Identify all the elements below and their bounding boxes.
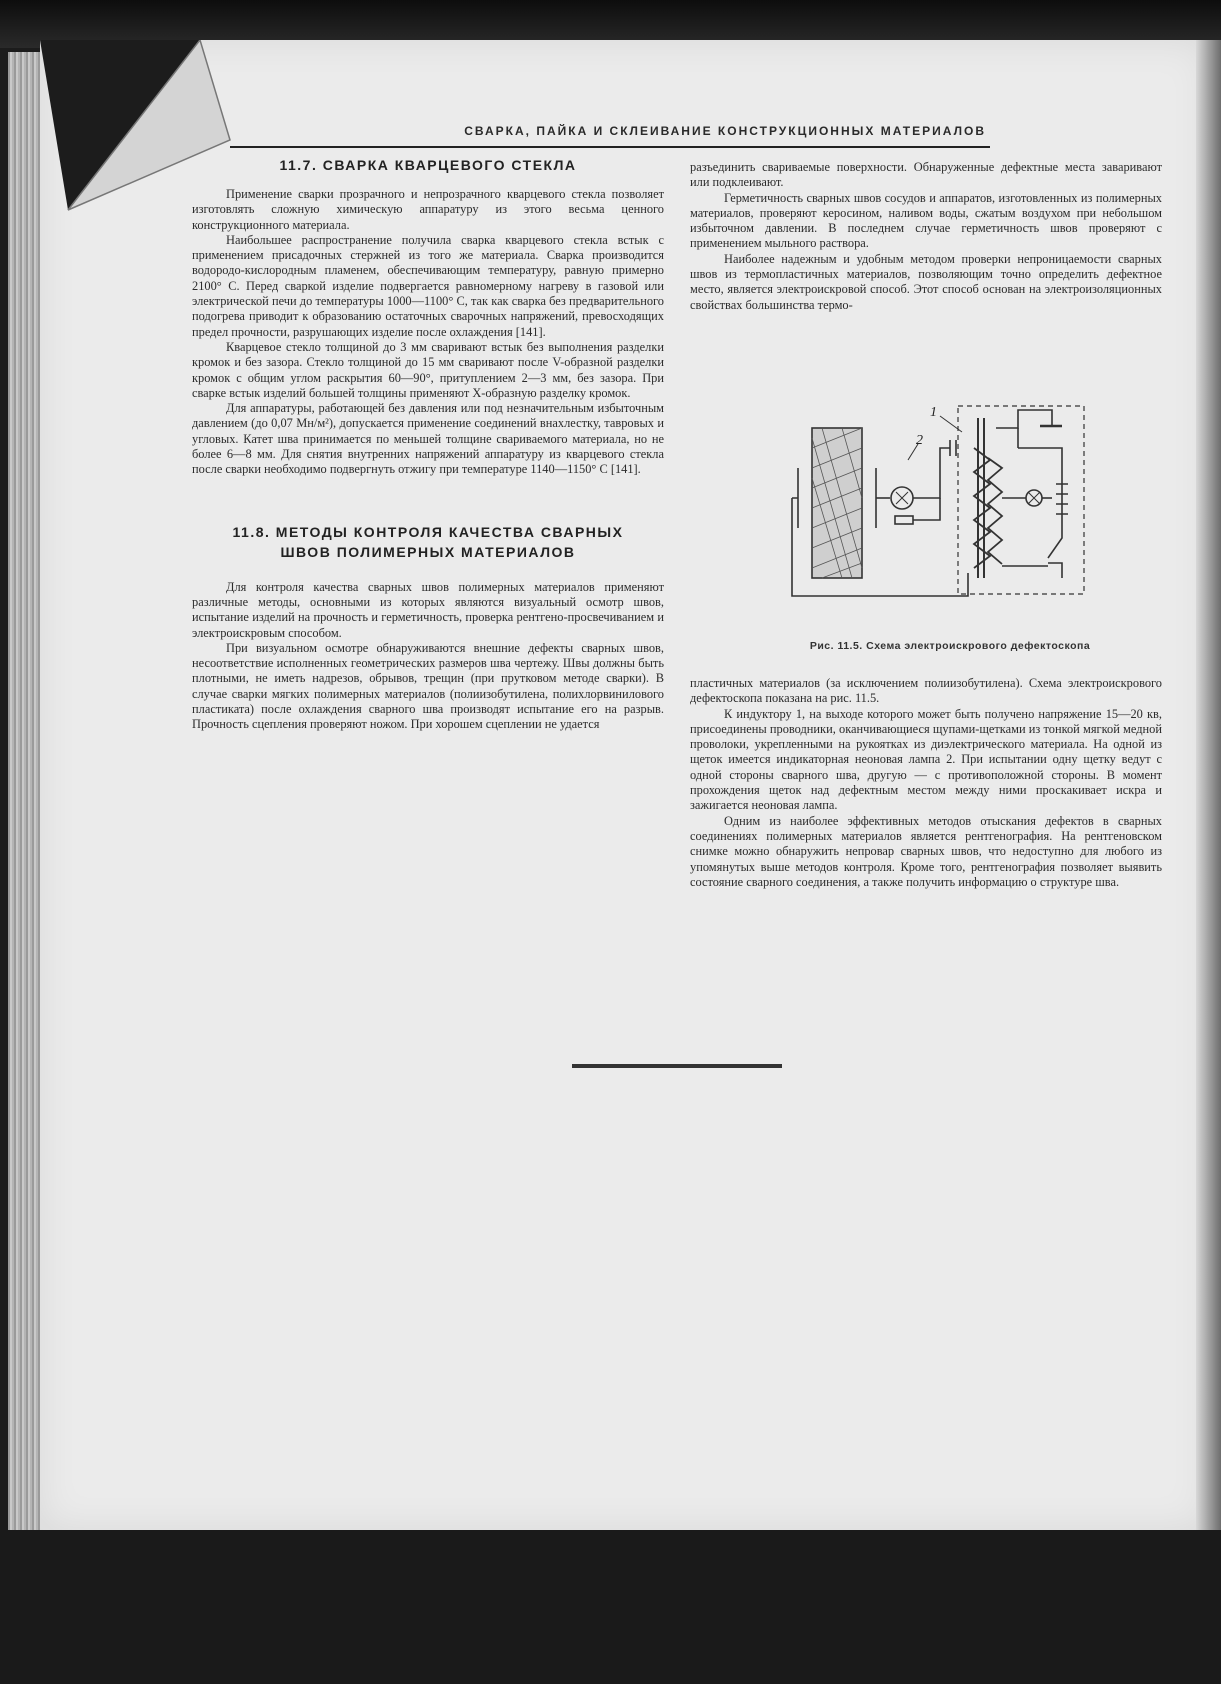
paragraph: Герметичность сварных швов сосудов и аппаратов, изготовленных из полимерных материалов, проверяют керосином, наливом воды, сжатым воздухом при небольшом избыточном давлении. В последнем случае герметичность швов проверяют с применением мыльного раствора. (690, 190, 1162, 251)
right-column-top (690, 160, 1162, 313)
resistor (895, 516, 913, 524)
paragraph: К индуктору 1, на выходе которого может быть получено напряжение 15—20 кв, присоединены проводники, оканчивающиеся щупами-щетками из тонкой мягкой медной проволоки, укрепленными на рукоятках из диэлектрического материала. На одной из щеток имеется индикаторная неоновая лампа 2. При испытании одну щетку ведут с одной стороны сварного шва, другую — с противоположной стороны. В момент прохождения щеток над дефектным местом между ними проскакивает искра и зажигается неоновая лампа. (690, 706, 1162, 813)
right-column-bottom (690, 676, 1162, 890)
scan-background-bottom (0, 1520, 1221, 1684)
paragraph: Для аппаратуры, работающей без давления или под незначительным избыточным давлением (до 0,07 Мн/м²), допускается применение соединений внахлестку, тавровых и угловых. Катет шва принимается по меньшей толщине свариваемого материала, но не более 6—8 мм. Для снятия внутренних напряжений аппаратуру из кварцевого стекла после сварки необходимо подвергнуть отжигу при температуре 1140—1150° С [141]. (192, 401, 664, 477)
figure-caption: Рис. 11.5. Схема электроискрового дефектоскопа (809, 640, 1091, 652)
end-of-chapter-rule (572, 1064, 782, 1068)
switch (1048, 518, 1062, 578)
section-title-11-8: 11.8. МЕТОДЫ КОНТРОЛЯ КАЧЕСТВА СВАРНЫХ ШВОВ ПОЛИМЕРНЫХ МАТЕРИАЛОВ (232, 523, 624, 560)
battery (1056, 478, 1068, 518)
brush-electrode-left (792, 468, 798, 528)
paragraph: пластичных материалов (за исключением полиизобутилена). Схема электроискрового дефектоскопа показана на рис. 11.5. (690, 676, 1162, 706)
page-edge-stack (8, 52, 44, 1530)
running-title: СВАРКА, ПАЙКА И СКЛЕИВАНИЕ КОНСТРУКЦИОННЫХ МАТЕРИАЛОВ (464, 124, 986, 138)
paragraph: Применение сварки прозрачного и непрозрачного кварцевого стекла позволяет изготовлять сложную химическую аппаратуру из этого весьма ценного конструкционного материала. (192, 187, 664, 232)
paragraph: При визуальном осмотре обнаруживаются внешние дефекты сварных швов, несоответствие исполненных геометрических размеров шва чертежу. Швы должны быть плотными, не иметь надрезов, обрывов, трещин (при прутковом методе сварки). В случае сварки мягких полимерных материалов (полиизобутилена, полихлорвинилового пластиката) после охлаждения сварного шва производят испытание его на разрыв. Прочность сцепления проверяют ножом. При хорошем сцеплении не удается (192, 640, 664, 732)
paragraph: Для контроля качества сварных швов полимерных материалов применяют различные методы, основными из которых являются визуальный осмотр швов, испытание изделий на прочность и герметичность, проверка рентгено-просвечиванием и электроискровым способом. (192, 579, 664, 640)
running-header (230, 118, 990, 148)
page-gutter-shadow (1196, 40, 1221, 1530)
defectoscope-schematic (790, 388, 1110, 633)
paragraph: Наиболее надежным и удобным методом проверки непроницаемости сварных швов из термопластичных материалов, позволяющим точно определить дефектное место, является электроискровой способ. Этот способ основан на электроизоляционных свойствах большинства термо- (690, 251, 1162, 312)
label-neon-lamp: 2 (916, 433, 923, 448)
left-column (192, 155, 664, 733)
paragraph: Одним из наиболее эффективных методов отыскания дефектов в сварных соединениях полимерных материалов является рентгенография. На рентгеновском снимке можно обнаружить непровар сварных швов, что недоступно для любого из упомянутых выше методов контроля. Кроме того, рентгенография позволяет выявить состояние сварного соединения, а также получить информацию о структуре шва. (690, 813, 1162, 889)
paragraph: Наибольшее распространение получила сварка кварцевого стекла встык с применением присадочных стержней из того же материала. Сварка производится водородо-кислородным пламенем, обеспечивающим температуру, равную примерно 2100° С. Перед сваркой изделие подвергается равномерному нагреву в газовой или электрической печи до температуры 1000—1100° С, так как сварка без предварительного подогрева приводит к образованию остаточных сварочных напряжений, превосходящих предел прочности, разрушающих изделие после охлаждения [141]. (192, 232, 664, 339)
label-inductor: 1 (930, 405, 937, 420)
paragraph: Кварцевое стекло толщиной до 3 мм сваривают встык без выполнения разделки кромок и без зазора. Стекло толщиной до 15 мм сваривают после V-образной разделки кромок с общим углом раскрытия 60—90°, притуплением 2—3 мм, без зазора. При сварке встык изделий большей толщины применяют X-образную разделку кромок. (192, 339, 664, 400)
section-title-11-7: 11.7. СВАРКА КВАРЦЕВОГО СТЕКЛА (279, 157, 577, 173)
paragraph: разъединить свариваемые поверхности. Обнаруженные дефектные места заваривают или подклеивают. (690, 160, 1162, 190)
